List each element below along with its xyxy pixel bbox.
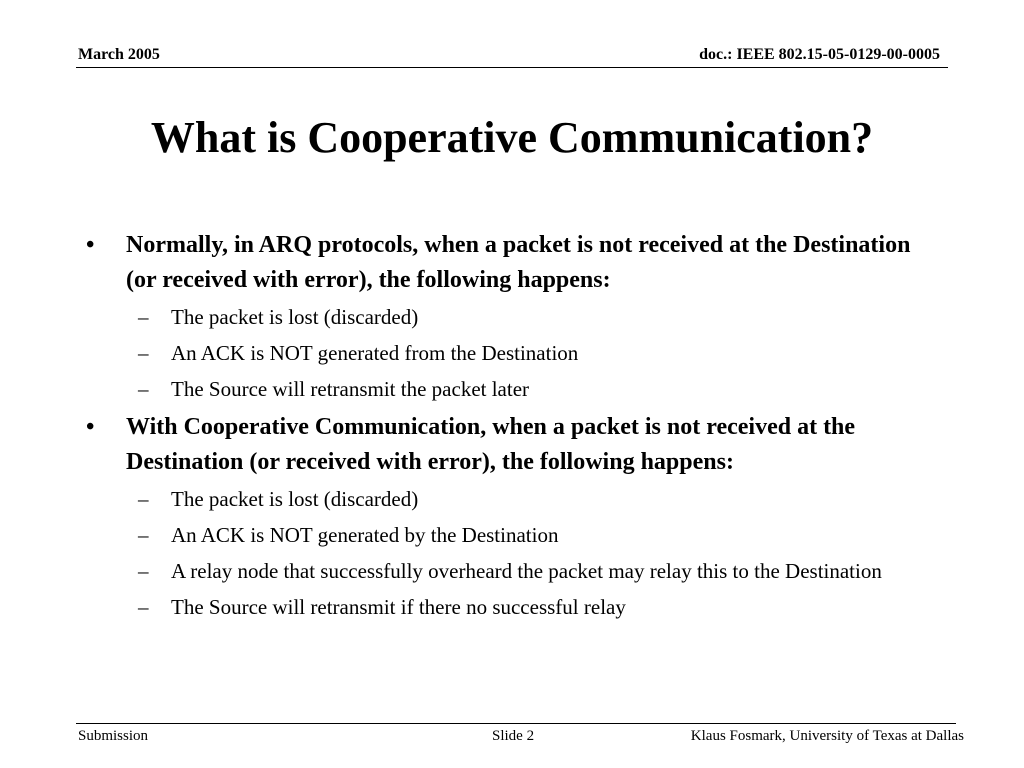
dash-marker: – xyxy=(138,377,149,401)
sub-list xyxy=(86,302,946,404)
sub-list-item xyxy=(86,556,946,586)
bullet-marker: • xyxy=(86,232,95,258)
sub-item-text: The packet is lost (discarded) xyxy=(171,487,419,511)
bullet-item xyxy=(86,228,946,298)
header-divider xyxy=(76,67,948,68)
footer-author: Klaus Fosmark, University of Texas at Dallas xyxy=(690,728,964,744)
footer-divider xyxy=(76,723,956,724)
sub-item-text: The packet is lost (discarded) xyxy=(171,305,419,329)
bullet-text: Normally, in ARQ protocols, when a packet is not received at the Destination (or received with error), the following happens: xyxy=(126,232,911,293)
sub-item-text: The Source will retransmit the packet later xyxy=(171,377,530,401)
sub-list-item xyxy=(86,484,946,514)
header-document-id: doc.: IEEE 802.15-05-0129-00-0005 xyxy=(699,46,940,63)
footer-slide-number: Slide 2 xyxy=(492,728,535,744)
sub-item-text: An ACK is NOT generated by the Destination xyxy=(171,523,559,547)
dash-marker: – xyxy=(138,595,149,619)
dash-marker: – xyxy=(138,487,149,511)
sub-list-item xyxy=(86,374,946,404)
sub-item-text: The Source will retransmit if there no successful relay xyxy=(171,595,626,619)
slide-title: What is Cooperative Communication? xyxy=(150,113,874,162)
footer-submission: Submission xyxy=(78,728,149,744)
header-date: March 2005 xyxy=(78,46,160,63)
bullet-text: With Cooperative Communication, when a packet is not received at the Destination (or received with error), the following happens: xyxy=(126,414,856,475)
dash-marker: – xyxy=(138,341,149,365)
bullet-item xyxy=(86,410,946,480)
sub-list-item xyxy=(86,520,946,550)
sub-list xyxy=(86,484,946,622)
dash-marker: – xyxy=(138,305,149,329)
bullet-marker: • xyxy=(86,414,95,440)
sub-list-item xyxy=(86,302,946,332)
sub-list-item xyxy=(86,338,946,368)
slide-content xyxy=(86,228,946,628)
sub-item-text: A relay node that successfully overheard the packet may relay this to the Destination xyxy=(171,559,882,583)
dash-marker: – xyxy=(138,559,149,583)
sub-list-item xyxy=(86,592,946,622)
dash-marker: – xyxy=(138,523,149,547)
sub-item-text: An ACK is NOT generated from the Destination xyxy=(171,341,579,365)
